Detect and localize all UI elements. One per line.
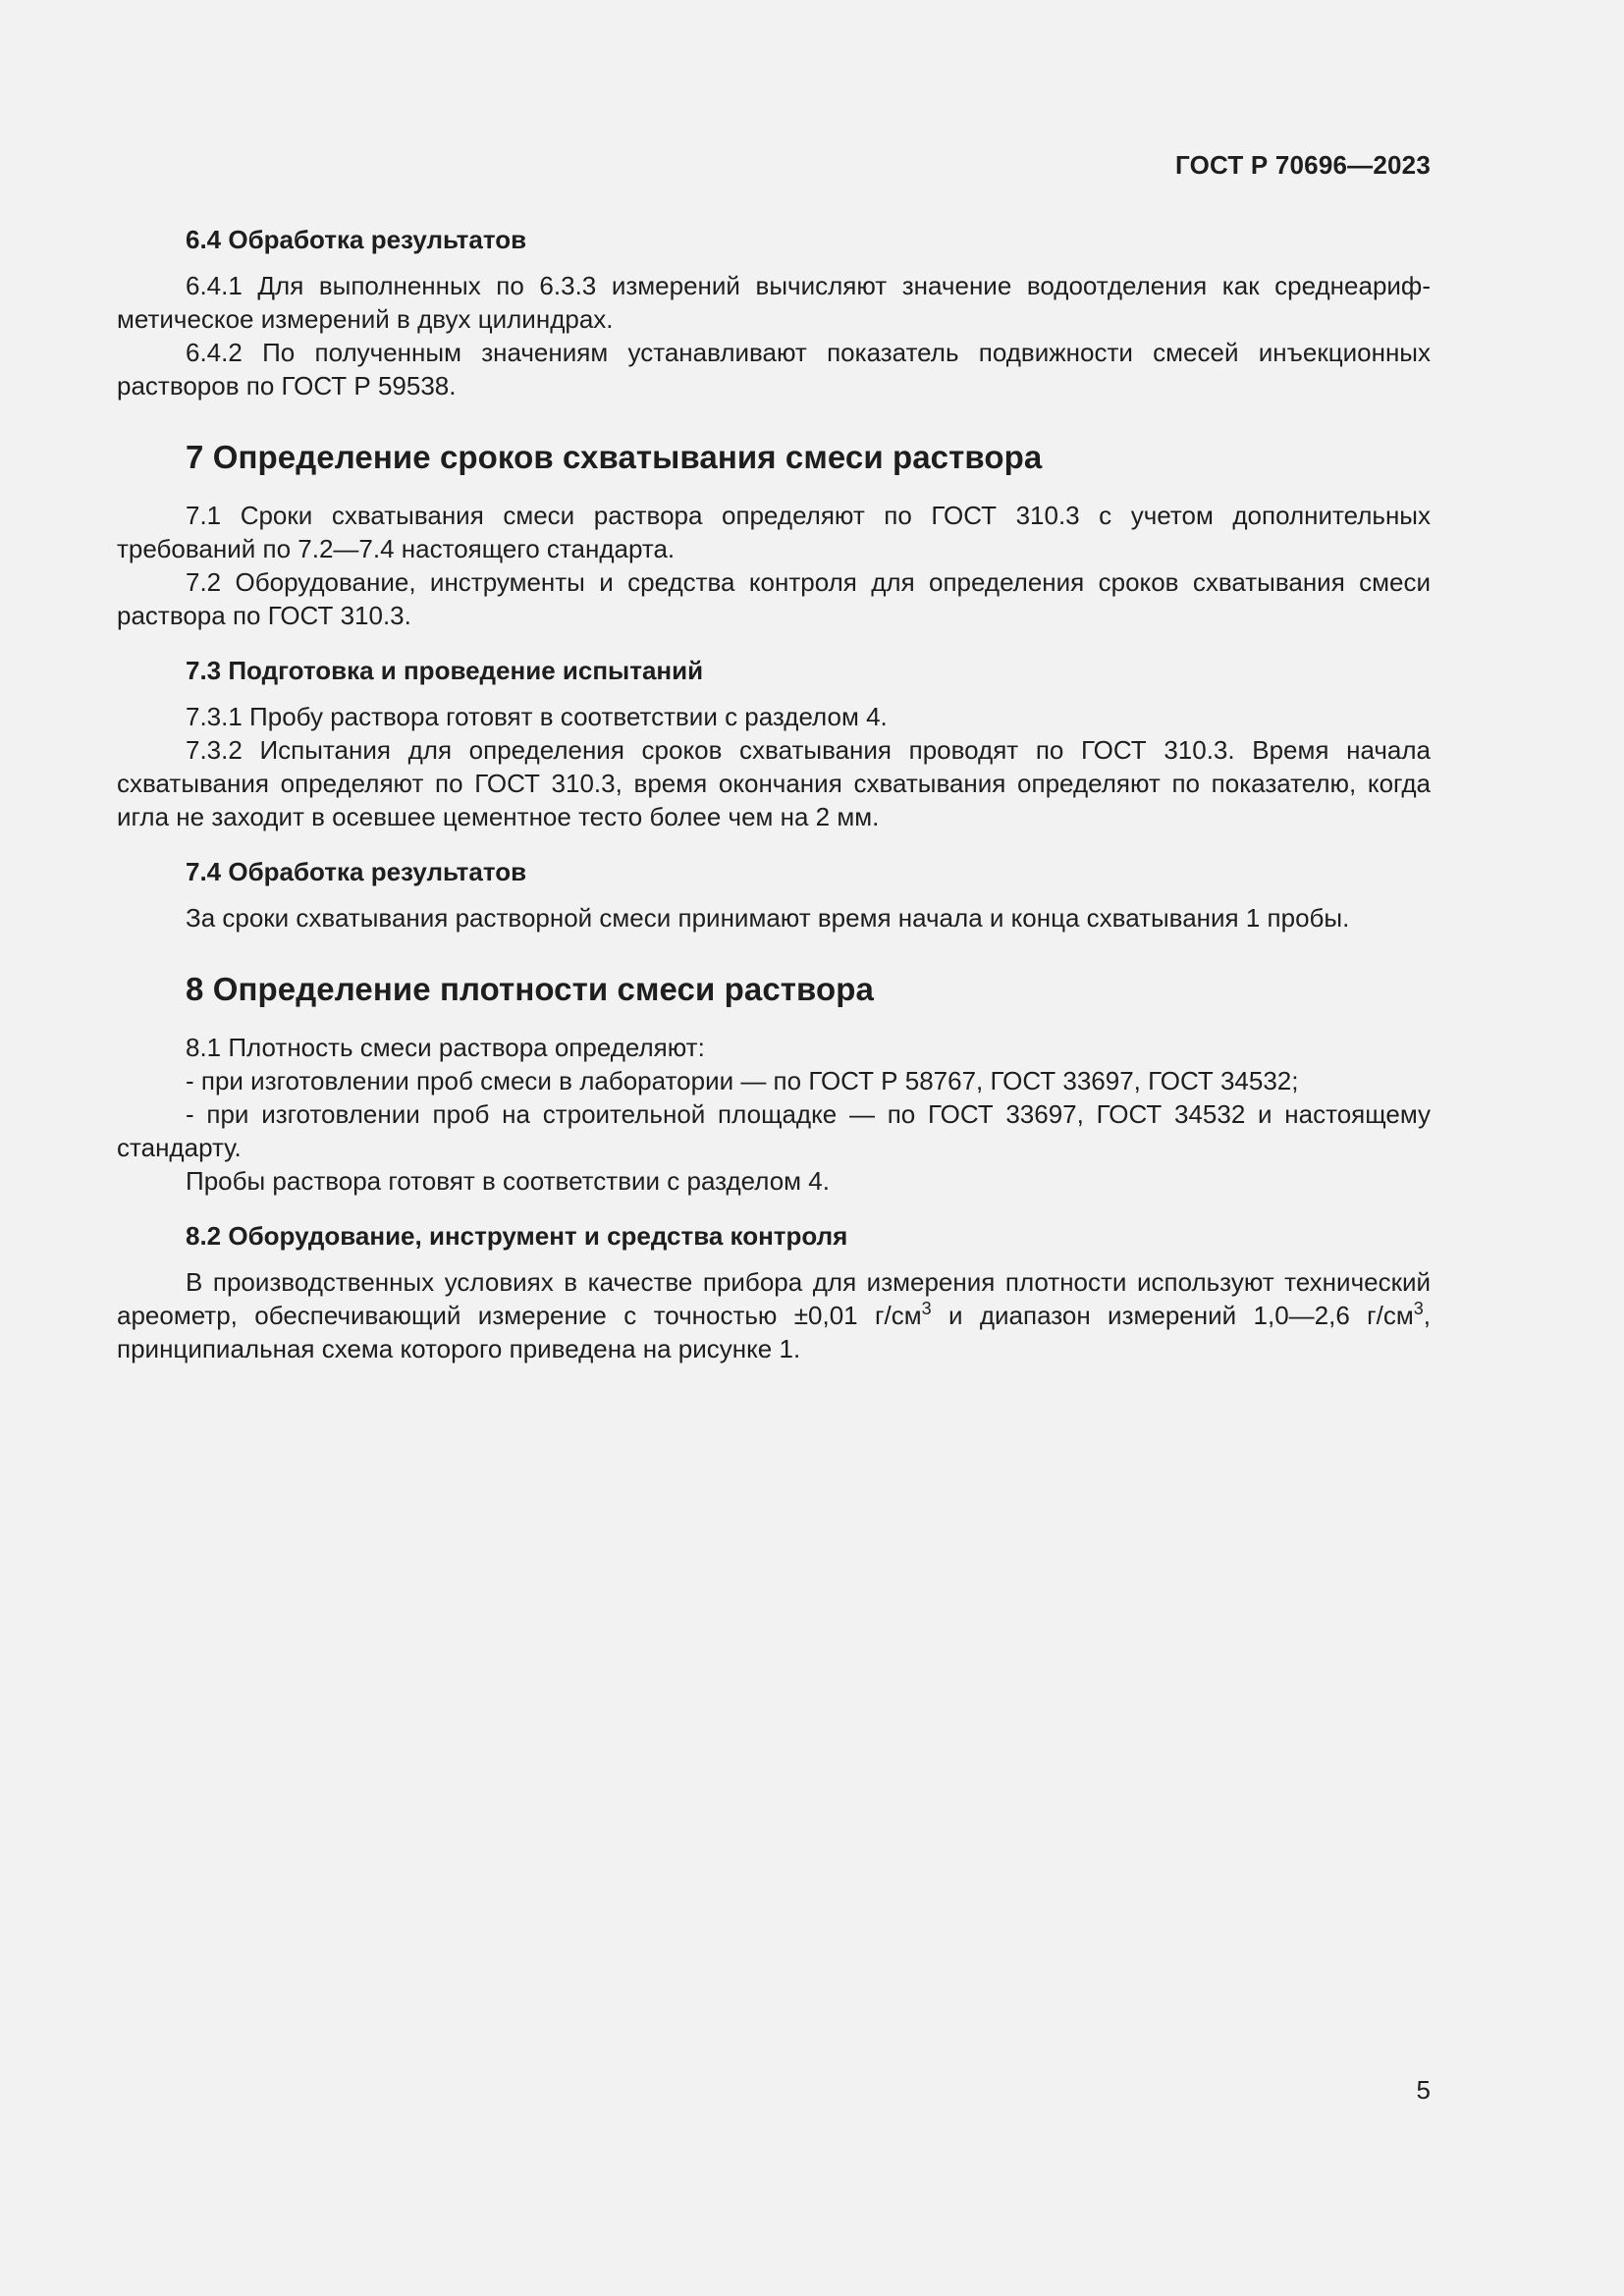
paragraph-7-3-1: 7.3.1 Пробу раствора готовят в соответствии с разделом 4. [186, 702, 888, 731]
paragraph-8-1: 8.1 Плотность смеси раствора определяют: [186, 1033, 705, 1062]
list-item-construction-site: - при изготовлении проб на строительной площадке — по ГОСТ 33697, ГОСТ 34532 и настоящему стандарту. [117, 1099, 1431, 1162]
subsection-heading-8-2: 8.2 Оборудование, инструмент и средства контроля [186, 1221, 848, 1251]
page-content [117, 223, 1431, 1365]
paragraph-7-3-2: 7.3.2 Испытания для определения сроков схватывания проводят по ГОСТ 310.3. Время начала схватывания определяют по ГОСТ 310.3, время окончания схватывания определяют по показателю, когда игла не заходит в осевшее цементное тесто более чем на 2 мм. [117, 735, 1431, 831]
paragraph-7-2: 7.2 Оборудование, инструменты и средства контроля для определения сроков схватывания смеси раствора по ГОСТ 310.3. [117, 567, 1431, 630]
paragraph-8-2: В производственных условиях в качестве прибора для измерения плотности используют технический ареометр, обеспечивающий измерение с точностью ±0,01 $г/см^3$ и диапазон измерений 1,0—2,6 $г/см^3$, принципиальная схема которого приведена на рисунке 1. [117, 1267, 1431, 1363]
paragraph-samples: Пробы раствора готовят в соответствии с разделом 4. [186, 1166, 830, 1196]
superscript-cubic: 3 [921, 1299, 932, 1318]
paragraph-7-1: 7.1 Сроки схватывания смеси раствора определяют по ГОСТ 310.3 с учетом дополнительных требований по 7.2—7.4 настоящего стандарта. [117, 501, 1431, 563]
section-heading-7: 7 Определение сроков схватывания смеси раствора [186, 439, 1043, 475]
superscript-cubic: 3 [1413, 1299, 1424, 1318]
paragraph-7-4: За сроки схватывания растворной смеси принимают время начала и конца схватывания 1 пробы. [186, 903, 1350, 933]
paragraph-6-4-1: 6.4.1 Для выполненных по 6.3.3 измерений вычисляют значение водоотделения как среднеарифметическое измерений в двух цилиндрах. [117, 271, 1431, 334]
list-item-laboratory: - при изготовлении проб смеси в лаборатории — по ГОСТ Р 58767, ГОСТ 33697, ГОСТ 34532; [186, 1066, 1299, 1095]
subsection-heading-7-4: 7.4 Обработка результатов [186, 857, 527, 886]
paragraph-6-4-2: 6.4.2 По полученным значениям устанавливают показатель подвижности смесей инъекционных растворов по ГОСТ Р 59538. [117, 338, 1431, 400]
page-number: 5 [1416, 2075, 1431, 2105]
subsection-heading-7-3: 7.3 Подготовка и проведение испытаний [186, 656, 704, 685]
section-heading-8: 8 Определение плотности смеси раствора [186, 971, 874, 1007]
standard-code-header: ГОСТ Р 70696—2023 [1175, 150, 1431, 180]
document-page [117, 0, 1431, 2296]
subsection-heading-6-4: 6.4 Обработка результатов [186, 225, 527, 254]
